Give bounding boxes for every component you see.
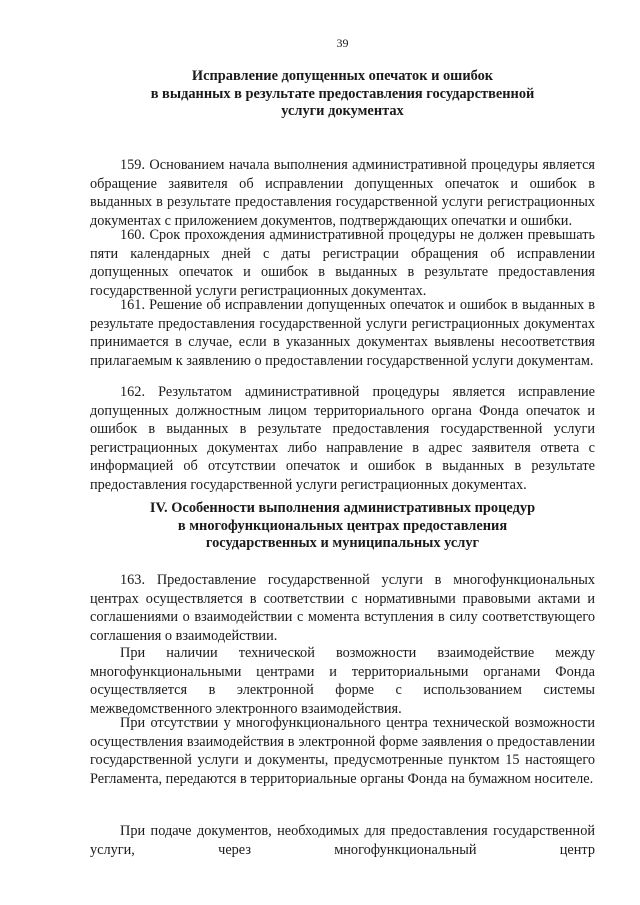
paragraph-163: 163. Предоставление государственной услуги в многофункциональных центрах осуществляется в соответствии с нормативными правовыми актами и соглашениями о взаимодействии с момента вступления в силу соответствующего соглашения о взаимодействии.	[90, 572, 595, 644]
paragraph-160: 160. Срок прохождения административной процедуры не должен превышать пяти календарных дней с даты регистрации обращения об исправлении допущенных опечаток и ошибок в выданных в результате предоставления государственной услуги регистрационных документах.	[90, 227, 595, 299]
paragraph-technical-possibility: При наличии технической возможности взаимодействие между многофункциональными центрами и территориальными органами Фонда осуществляется в электронной форме с использованием системы межведомственного электронного взаимодействия.	[90, 645, 595, 717]
section-heading-corrections	[90, 68, 595, 121]
paragraph-162: 162. Результатом административной процедуры является исправление допущенных должностным лицом территориального органа Фонда опечаток и ошибок в выданных в результате предоставления государственной услуги регистрационных документах либо направление в адрес заявителя ответа с информацией об отсутствии опечаток и ошибок в выданных в результате предоставления государственной услуги регистрационных документах.	[90, 384, 595, 493]
heading-line: государственных и муниципальных услуг	[205, 535, 480, 551]
heading-line: IV. Особенности выполнения административных процедур	[149, 500, 536, 516]
paragraph-161: 161. Решение об исправлении допущенных опечаток и ошибок в выданных в результате предоставления государственной услуги регистрационных документах принимается в случае, если в указанных документах выявлены несоответствия прилагаемым к заявлению о предоставлении государственной услуги документам.	[90, 297, 595, 369]
section-heading-iv	[90, 500, 595, 553]
paragraph-159: 159. Основанием начала выполнения административной процедуры является обращение заявителя об исправлении допущенных опечаток и ошибок в выданных в результате предоставления государственной услуги регистрационных документах с приложением документов, подтверждающих опечатки и ошибки.	[90, 157, 595, 229]
heading-line: услуги документах	[281, 103, 404, 119]
page-number: 39	[336, 36, 349, 50]
paragraph-no-technical-possibility: При отсутствии у многофункционального центра технической возможности осуществления взаимодействия в электронной форме заявления о предоставлении государственной услуги и документы, предусмотренные пунктом 15 настоящего Регламента, передаются в территориальные органы Фонда на бумажном носителе.	[90, 715, 595, 787]
paragraph-submission: При подаче документов, необходимых для предоставления государственной услуги, через многофункциональный центр	[90, 823, 595, 858]
heading-line: в многофункциональных центрах предоставления	[177, 517, 508, 534]
heading-line: Исправление допущенных опечаток и ошибок	[191, 68, 494, 84]
heading-line: в выданных в результате предоставления государственной	[150, 85, 535, 102]
